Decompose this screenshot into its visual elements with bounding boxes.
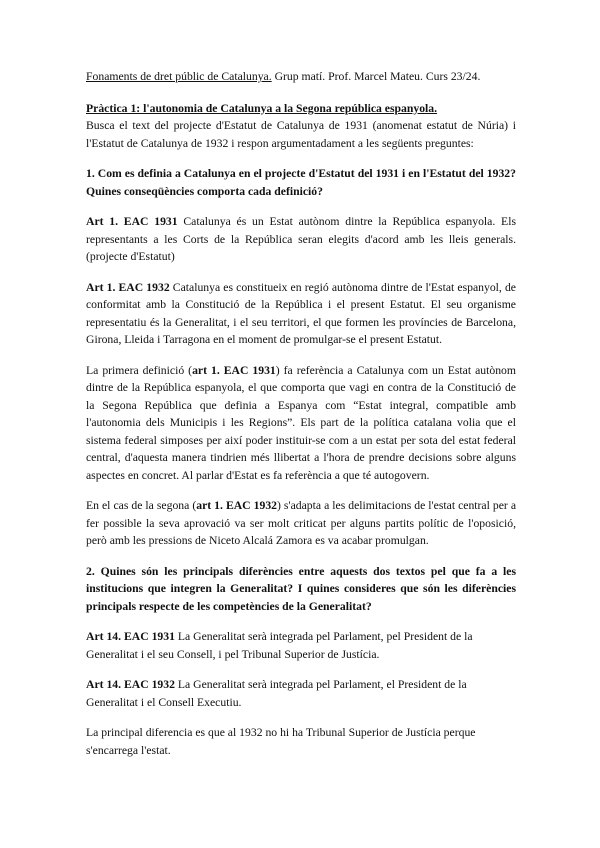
course-name: Fonaments de dret públic de Catalunya. [86,70,272,83]
course-header [86,68,516,86]
article-label: Art 1. EAC 1932 [86,280,170,294]
article-text: Catalunya es constitueix en regió autònoma dintre de l'Estat espanyol, de conformitat amb la Constitució de la República i el present Estatut. El seu organisme representatiu és la Generalitat, i el seu territori, el que formen les províncies de Barcelona, Girona, Lleida i Tarragona en el moment de promulgar-se el present Estatut. [86,280,516,346]
article-reference: art 1. EAC 1931 [192,363,276,377]
course-details: Grup matí. Prof. Marcel Mateu. Curs 23/24. [271,70,481,83]
practice-title: Pràctica 1: l'autonomia de Catalunya a la Segona república espanyola. [86,101,438,115]
answer-2: La principal diferencia es que al 1932 no hi ha Tribunal Superior de Justícia perque s'encarrega l'estat. [86,726,476,757]
article-text: La Generalitat serà integrada pel Parlament, pel President de la Generalitat i el seu Consell, i pel Tribunal Superior de Justícia. [86,630,473,661]
article-1-1931 [86,213,516,266]
article-label: Art 14. EAC 1932 [86,678,175,691]
question-1: 1. Com es definia a Catalunya en el projecte d'Estatut del 1931 i en l'Estatut del 1932? Quines conseqüències comporta cada definició? [86,167,516,198]
article-14-1931 [86,628,516,663]
article-text: La Generalitat serà integrada pel Parlament, el President de la Generalitat i el Consell Executiu. [86,678,467,709]
article-14-1932 [86,676,516,711]
article-label: Art 14. EAC 1931 [86,630,175,643]
article-1-1932 [86,279,516,349]
answer-1-paragraph-1: La primera definició (art 1. EAC 1931) fa referència a Catalunya com un Estat autònom dintre de la República espanyola, el que comporta que vagi en contra de la Constitució de la Segona República que definia a Espanya com “Estat integral, compatible amb l'autonomia dels Municipis i les Regions”. Els part de la política catalana volia que el sistema federal simposes per així poder instituir-se com a un estat per sota del estat federal central, d'aquesta manera tindrien més llibertat a l'hora de prendre decisions sobre alguns aspectes en concret. Al parlar d'Estat es fa referència a que té autogovern. [86,363,516,482]
practice-intro: Busca el text del projecte d'Estatut de Catalunya de 1931 (anomenat estatut de Núria) i l'Estatut de Catalunya de 1932 i respon argumentadament a les següents preguntes: [86,119,516,150]
article-reference: art 1. EAC 1932 [196,499,278,512]
article-label: Art 1. EAC 1931 [86,215,178,228]
question-2: 2. Quines són les principals diferències entre aquests dos textos pel que fa a les institucions que integren la Generalitat? I quines consideres que són les diferències principals respecte de les competències de la Generalitat? [86,564,516,613]
document-page [86,68,516,759]
answer-1-paragraph-2: En el cas de la segona (art 1. EAC 1932) s'adapta a les delimitacions de l'estat central per a fer possible la seva aprovació va ser molt criticat per alguns partits polític de l'oposició, però amb les pressions de Niceto Alcalá Zamora es va acabar promulgan. [86,499,517,547]
article-text: Catalunya és un Estat autònom dintre la República espanyola. Els representants a les Corts de la República seran elegits d'acord amb les lleis generals. (projecte d'Estatut) [86,215,516,263]
